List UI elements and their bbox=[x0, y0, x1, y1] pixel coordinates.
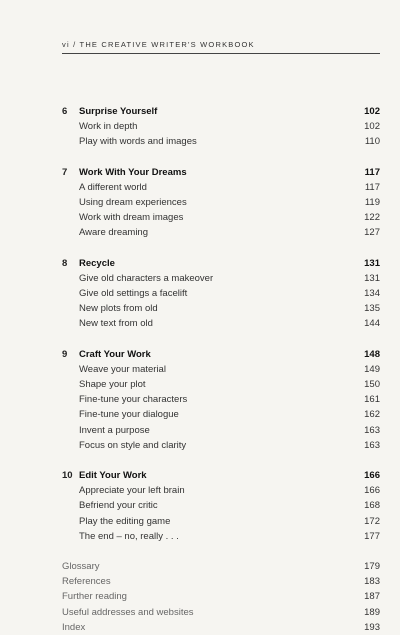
chapter-title: Work With Your Dreams bbox=[79, 166, 187, 178]
entry-page: 122 bbox=[364, 212, 380, 224]
entry-title: References bbox=[62, 576, 111, 588]
entry-title: Weave your material bbox=[79, 363, 166, 375]
entry-page: 161 bbox=[364, 394, 380, 406]
entry-page: 166 bbox=[364, 485, 380, 497]
toc-entry bbox=[62, 362, 380, 377]
toc-entry bbox=[62, 529, 380, 544]
chapter-title: Craft Your Work bbox=[79, 348, 151, 360]
chapter-number: 6 bbox=[62, 106, 68, 117]
entry-page: 149 bbox=[364, 363, 380, 375]
chapter-title: Surprise Yourself bbox=[79, 106, 158, 117]
back-matter bbox=[62, 559, 380, 635]
entry-title: Focus on style and clarity bbox=[79, 439, 187, 451]
entry-title: Useful addresses and websites bbox=[62, 606, 194, 618]
toc-entry bbox=[62, 316, 380, 331]
entry-title: New plots from old bbox=[79, 303, 158, 315]
chapter-number: 10 bbox=[62, 470, 73, 482]
chapter-page: 131 bbox=[364, 257, 380, 269]
entry-title: Further reading bbox=[62, 591, 127, 603]
toc-entry bbox=[62, 438, 380, 453]
toc-entry bbox=[62, 180, 380, 195]
entry-page: 172 bbox=[364, 515, 380, 527]
entry-page: 110 bbox=[364, 136, 380, 148]
entry-page: 189 bbox=[364, 606, 380, 618]
toc-entry bbox=[62, 514, 380, 529]
entry-title: The end – no, really . . . bbox=[79, 530, 179, 542]
toc-entry bbox=[62, 286, 380, 301]
chapter-page: 166 bbox=[364, 470, 380, 482]
entry-title: Aware dreaming bbox=[79, 227, 149, 239]
entry-page: 144 bbox=[364, 318, 380, 330]
entry-page: 163 bbox=[364, 424, 380, 436]
toc-entry bbox=[62, 377, 380, 392]
entry-page: 127 bbox=[364, 227, 380, 239]
entry-page: 187 bbox=[364, 591, 380, 603]
entry-page: 177 bbox=[364, 530, 380, 542]
back-matter-entry bbox=[62, 620, 380, 635]
chapter-9 bbox=[62, 347, 380, 453]
back-matter-entry bbox=[62, 574, 380, 589]
chapter-heading bbox=[62, 256, 380, 271]
toc-entry bbox=[62, 225, 380, 240]
chapter-heading bbox=[62, 468, 380, 483]
entry-page: 162 bbox=[364, 409, 380, 421]
back-matter-entry bbox=[62, 589, 380, 604]
entry-title: Shape your plot bbox=[79, 379, 146, 391]
toc-entry bbox=[62, 210, 380, 225]
entry-title: Fine-tune your characters bbox=[79, 394, 188, 406]
entry-title: Index bbox=[62, 621, 86, 633]
entry-title: Work with dream images bbox=[79, 212, 184, 224]
entry-title: Work in depth bbox=[79, 121, 138, 133]
entry-page: 150 bbox=[364, 379, 380, 391]
toc-entry bbox=[62, 392, 380, 407]
chapter-page: 148 bbox=[364, 348, 380, 360]
chapter-number: 8 bbox=[62, 257, 68, 269]
chapter-10 bbox=[62, 468, 380, 544]
entry-title: Play with words and images bbox=[79, 136, 197, 148]
entry-title: Glossary bbox=[62, 561, 100, 573]
toc-entry bbox=[62, 423, 380, 438]
header-rule bbox=[62, 53, 380, 54]
entry-title: New text from old bbox=[79, 318, 153, 330]
toc-entry bbox=[62, 407, 380, 422]
toc-entry bbox=[62, 119, 380, 134]
entry-title: Give old characters a makeover bbox=[79, 272, 214, 284]
entry-page: 131 bbox=[364, 272, 380, 284]
entry-page: 135 bbox=[364, 303, 380, 315]
chapter-6 bbox=[62, 104, 380, 150]
entry-page: 163 bbox=[364, 439, 380, 451]
chapter-title: Edit Your Work bbox=[79, 470, 147, 482]
entry-title: A different world bbox=[79, 181, 147, 193]
entry-page: 183 bbox=[364, 576, 380, 588]
entry-page: 119 bbox=[364, 197, 380, 209]
entry-page: 193 bbox=[364, 621, 380, 633]
toc-entry bbox=[62, 134, 380, 149]
entry-page: 168 bbox=[364, 500, 380, 512]
chapter-heading bbox=[62, 165, 380, 180]
entry-page: 134 bbox=[364, 288, 380, 300]
chapter-page: 102 bbox=[364, 106, 380, 117]
chapter-heading bbox=[62, 347, 380, 362]
entry-title: Appreciate your left brain bbox=[79, 485, 185, 497]
chapter-7 bbox=[62, 165, 380, 241]
entry-title: Using dream experiences bbox=[79, 197, 187, 209]
entry-title: Befriend your critic bbox=[79, 500, 158, 512]
table-of-contents bbox=[62, 104, 380, 635]
entry-page: 102 bbox=[364, 121, 380, 133]
entry-title: Play the editing game bbox=[79, 515, 171, 527]
entry-title: Give old settings a facelift bbox=[79, 288, 188, 300]
entry-title: Invent a purpose bbox=[79, 424, 150, 436]
toc-entry bbox=[62, 483, 380, 498]
chapter-heading bbox=[62, 104, 380, 119]
back-matter-entry bbox=[62, 605, 380, 620]
chapter-title: Recycle bbox=[79, 257, 115, 269]
entry-title: Fine-tune your dialogue bbox=[79, 409, 179, 421]
toc-entry bbox=[62, 271, 380, 286]
running-header: vi / THE CREATIVE WRITER'S WORKBOOK bbox=[62, 40, 255, 49]
toc-entry bbox=[62, 498, 380, 513]
toc-entry bbox=[62, 301, 380, 316]
chapter-page: 117 bbox=[364, 166, 380, 178]
entry-page: 179 bbox=[364, 561, 380, 573]
back-matter-entry bbox=[62, 559, 380, 574]
entry-page: 117 bbox=[364, 181, 380, 193]
chapter-number: 9 bbox=[62, 348, 68, 360]
toc-entry bbox=[62, 195, 380, 210]
chapter-8 bbox=[62, 256, 380, 332]
chapter-number: 7 bbox=[62, 166, 68, 178]
